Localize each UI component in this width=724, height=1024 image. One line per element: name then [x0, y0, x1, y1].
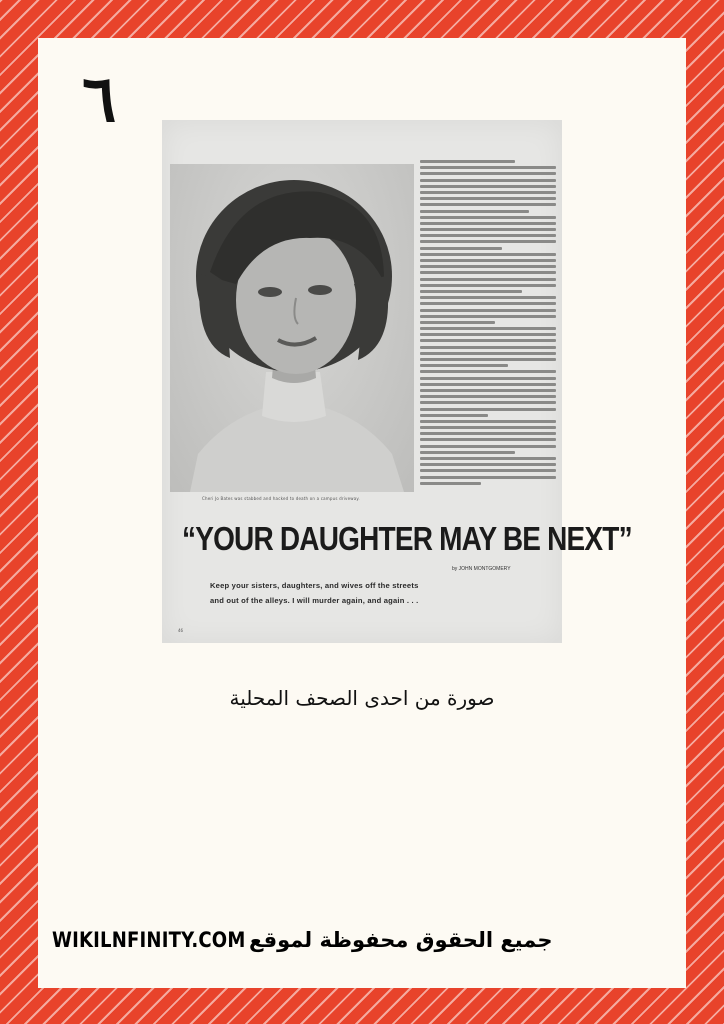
deck-line-1: Keep your sisters, daughters, and wives off the streets [210, 581, 419, 590]
deck-line-2: and out of the alleys. I will murder again, and again . . . [210, 596, 419, 605]
article-text-column [420, 160, 556, 488]
rights-notice: جميع الحقوق محفوظة لموقع [248, 928, 553, 952]
newspaper-clipping-image [162, 120, 632, 643]
footer-credit [52, 928, 592, 952]
clipping-folio: 46 [178, 628, 184, 633]
page-number: ٦ [82, 62, 117, 137]
portrait-photo [170, 164, 414, 492]
image-caption: صورة من احدى الصحف المحلية [229, 686, 495, 710]
clipping-byline: by JOHN MONTGOMERY [452, 566, 511, 572]
site-name: WIKILNFINITY.COM [52, 928, 246, 952]
page-card [38, 38, 686, 988]
portrait-illustration [170, 164, 414, 492]
clipping-deck [210, 578, 530, 608]
photo-caption: Cheri Jo Bates was stabbed and hacked to death on a campus driveway. [202, 496, 360, 501]
clipping-headline: “YOUR DAUGHTER MAY BE NEXT” [182, 520, 632, 558]
